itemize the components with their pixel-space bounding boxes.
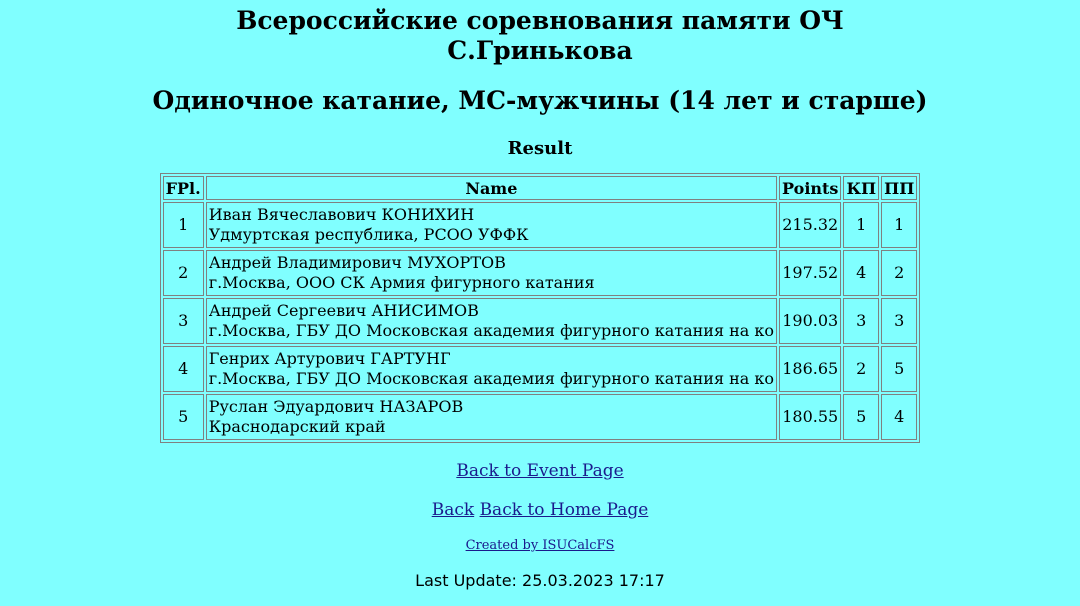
row-pp: 1 (881, 202, 917, 248)
row-points: 215.32 (779, 202, 841, 248)
row-skater (206, 298, 777, 344)
navigation-links (0, 459, 1080, 592)
results-table (160, 173, 921, 443)
event-title-line-1: Всероссийские соревнования памяти ОЧ (236, 6, 844, 35)
column-header-kp: КП (843, 176, 879, 200)
back-to-home-link[interactable]: Back to Home Page (479, 500, 649, 520)
row-skater (206, 250, 777, 296)
row-kp: 5 (843, 394, 879, 440)
row-points: 186.65 (779, 346, 841, 392)
row-fpl: 3 (163, 298, 204, 344)
event-link-row (0, 459, 1080, 483)
row-kp: 1 (843, 202, 879, 248)
row-fpl: 2 (163, 250, 204, 296)
row-pp: 5 (881, 346, 917, 392)
row-pp: 3 (881, 298, 917, 344)
column-header-points: Points (779, 176, 841, 200)
table-row (163, 346, 918, 392)
row-pp: 2 (881, 250, 917, 296)
back-to-event-link[interactable]: Back to Event Page (456, 461, 624, 481)
skater-club: Удмуртская республика, РСОО УФФК (208, 225, 529, 244)
column-header-name: Name (206, 176, 777, 200)
category-title: Одиночное катание, МС-мужчины (14 лет и старше) (152, 86, 928, 115)
event-title-line-2: С.Гринькова (447, 36, 633, 65)
row-pp: 4 (881, 394, 917, 440)
row-fpl: 5 (163, 394, 204, 440)
back-link[interactable]: Back (431, 500, 475, 520)
row-kp: 4 (843, 250, 879, 296)
row-skater (206, 394, 777, 440)
event-title (0, 0, 1080, 66)
skater-name: Иван Вячеславович КОНИХИН (208, 205, 475, 224)
table-row (163, 298, 918, 344)
skater-club: г.Москва, ГБУ ДО Московская академия фигурного катания на ко (208, 369, 775, 388)
row-points: 180.55 (779, 394, 841, 440)
home-link-row (0, 498, 1080, 522)
skater-club: г.Москва, ООО СК Армия фигурного катания (208, 273, 595, 292)
skater-club: Краснодарский край (208, 417, 386, 436)
row-kp: 2 (843, 346, 879, 392)
row-skater (206, 346, 777, 392)
column-header-fpl: FPl. (163, 176, 204, 200)
created-by-link[interactable]: Created by ISUCalcFS (465, 538, 615, 553)
credit-row (0, 536, 1080, 556)
row-points: 190.03 (779, 298, 841, 344)
skater-name: Генрих Артурович ГАРТУНГ (208, 349, 451, 368)
result-heading: Result (507, 138, 573, 159)
table-row (163, 250, 918, 296)
row-fpl: 4 (163, 346, 204, 392)
table-row (163, 394, 918, 440)
table-header-row (163, 176, 918, 200)
table-row (163, 202, 918, 248)
skater-name: Андрей Владимирович МУХОРТОВ (208, 253, 506, 272)
row-skater (206, 202, 777, 248)
row-kp: 3 (843, 298, 879, 344)
skater-name: Руслан Эдуардович НАЗАРОВ (208, 397, 464, 416)
skater-club: г.Москва, ГБУ ДО Московская академия фигурного катания на ко (208, 321, 775, 340)
column-header-pp: ПП (881, 176, 917, 200)
skater-name: Андрей Сергеевич АНИСИМОВ (208, 301, 479, 320)
row-fpl: 1 (163, 202, 204, 248)
last-update: Last Update: 25.03.2023 17:17 (415, 571, 665, 590)
row-points: 197.52 (779, 250, 841, 296)
